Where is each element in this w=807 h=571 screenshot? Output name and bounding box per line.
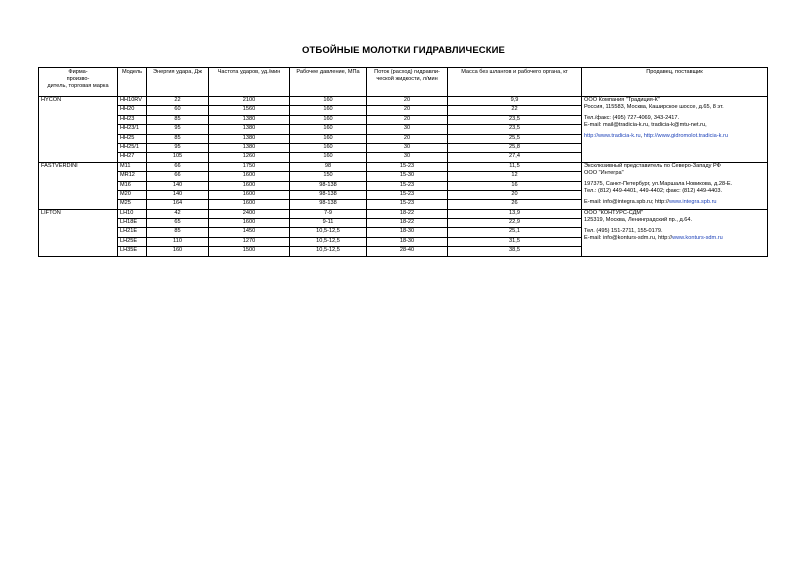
energy-cell: 22 xyxy=(147,97,209,106)
pressure-cell: 98 xyxy=(290,162,367,171)
frequency-cell: 1450 xyxy=(209,228,290,237)
supplier-link[interactable]: www.integra.spb.ru xyxy=(668,198,717,205)
flow-cell: 30 xyxy=(367,143,448,152)
mass-cell: 22 xyxy=(448,106,582,115)
model-cell: HH23/1 xyxy=(118,125,147,134)
frequency-cell: 1600 xyxy=(209,219,290,228)
header-energy: Энергия удара, Дж xyxy=(147,68,209,97)
flow-cell: 15-23 xyxy=(367,200,448,209)
pressure-cell: 160 xyxy=(290,153,367,162)
header-mass: Масса без шлангов и рабочего органа, кг xyxy=(448,68,582,97)
energy-cell: 95 xyxy=(147,143,209,152)
model-cell: LH18E xyxy=(118,219,147,228)
supplier-link[interactable]: www.konturs-sdm.ru xyxy=(672,234,723,241)
mass-cell: 23,5 xyxy=(448,115,582,124)
frequency-cell: 1500 xyxy=(209,247,290,256)
flow-cell: 20 xyxy=(367,134,448,143)
model-cell: HH25/1 xyxy=(118,143,147,152)
flow-cell: 18-22 xyxy=(367,209,448,218)
flow-cell: 30 xyxy=(367,125,448,134)
energy-cell: 140 xyxy=(147,190,209,199)
mass-cell: 12 xyxy=(448,172,582,181)
header-model: Модель xyxy=(118,68,147,97)
frequency-cell: 1600 xyxy=(209,190,290,199)
frequency-cell: 1270 xyxy=(209,237,290,246)
pressure-cell: 160 xyxy=(290,125,367,134)
mass-cell: 16 xyxy=(448,181,582,190)
flow-cell: 15-23 xyxy=(367,181,448,190)
supplier-link[interactable]: http://www.gidromolot.tradicia-k.ru xyxy=(643,132,728,139)
frequency-cell: 2400 xyxy=(209,209,290,218)
frequency-cell: 1600 xyxy=(209,181,290,190)
energy-cell: 42 xyxy=(147,209,209,218)
frequency-cell: 1380 xyxy=(209,115,290,124)
energy-cell: 105 xyxy=(147,153,209,162)
frequency-cell: 1380 xyxy=(209,125,290,134)
mass-cell: 27,4 xyxy=(448,153,582,162)
flow-cell: 18-30 xyxy=(367,237,448,246)
pressure-cell: 98-138 xyxy=(290,200,367,209)
table-row xyxy=(39,97,768,106)
mass-cell: 25,8 xyxy=(448,143,582,152)
pressure-cell: 160 xyxy=(290,115,367,124)
model-cell: HH20 xyxy=(118,106,147,115)
energy-cell: 66 xyxy=(147,162,209,171)
flow-cell: 20 xyxy=(367,106,448,115)
header-flow: Поток (расход) гидравли- ческой жидкости, л/мин xyxy=(367,68,448,97)
mass-cell: 38,5 xyxy=(448,247,582,256)
energy-cell: 164 xyxy=(147,200,209,209)
energy-cell: 60 xyxy=(147,106,209,115)
pressure-cell: 9-11 xyxy=(290,219,367,228)
header-frequency: Частота ударов, уд./мин xyxy=(209,68,290,97)
brand-cell: LIFTON xyxy=(39,209,118,256)
header-supplier: Продавец, поставщик xyxy=(582,68,768,97)
page-title: ОТБОЙНЫЕ МОЛОТКИ ГИДРАВЛИЧЕСКИЕ xyxy=(302,45,505,56)
pressure-cell: 10,5-12,5 xyxy=(290,237,367,246)
mass-cell: 13,9 xyxy=(448,209,582,218)
flow-cell: 18-30 xyxy=(367,228,448,237)
energy-cell: 110 xyxy=(147,237,209,246)
frequency-cell: 1600 xyxy=(209,200,290,209)
model-cell: LH35E xyxy=(118,247,147,256)
energy-cell: 66 xyxy=(147,172,209,181)
pressure-cell: 160 xyxy=(290,106,367,115)
pressure-cell: 98-138 xyxy=(290,181,367,190)
model-cell: HH23 xyxy=(118,115,147,124)
flow-cell: 20 xyxy=(367,115,448,124)
flow-cell: 15-23 xyxy=(367,162,448,171)
frequency-cell: 1600 xyxy=(209,172,290,181)
energy-cell: 140 xyxy=(147,181,209,190)
model-cell: HH10RV xyxy=(118,97,147,106)
pressure-cell: 160 xyxy=(290,143,367,152)
frequency-cell: 1380 xyxy=(209,134,290,143)
supplier-cell: ООО "КОНТУРС-СДМ" 125319, Москва, Ленинградский пр., д.64. Тел. (495) 151-2711, 155-0179. E-mail: info@konturs-sdm.ru, http://www.konturs-sdm.ru xyxy=(582,209,768,256)
model-cell: M25 xyxy=(118,200,147,209)
model-cell: M20 xyxy=(118,190,147,199)
pressure-cell: 150 xyxy=(290,172,367,181)
frequency-cell: 1380 xyxy=(209,143,290,152)
mass-cell: 11,5 xyxy=(448,162,582,171)
energy-cell: 85 xyxy=(147,134,209,143)
frequency-cell: 1560 xyxy=(209,106,290,115)
table-row xyxy=(39,209,768,218)
supplier-cell: ООО Компания "Традиция-К" Россия, 115583, Москва, Каширское шоссе, д.65, 8 эт. Тел./факс: (495) 727-4069, 343-2417. E-mail: mail@tradicia-k.ru, tradicia-k@mtu-net.ru, http://www.tradicia-k.ru, http://www.gidromolot.tradicia-k.ru xyxy=(582,97,768,163)
pressure-cell: 10,5-12,5 xyxy=(290,247,367,256)
frequency-cell: 2100 xyxy=(209,97,290,106)
model-cell: MR12 xyxy=(118,172,147,181)
model-cell: LH25E xyxy=(118,237,147,246)
frequency-cell: 1750 xyxy=(209,162,290,171)
header-brand: Фирма- произво- дитель, торговая марка xyxy=(39,68,118,97)
mass-cell: 20 xyxy=(448,190,582,199)
energy-cell: 95 xyxy=(147,125,209,134)
flow-cell: 18-22 xyxy=(367,219,448,228)
model-cell: LH21E xyxy=(118,228,147,237)
flow-cell: 20 xyxy=(367,97,448,106)
supplier-link[interactable]: http://www.tradicia-k.ru xyxy=(584,132,641,139)
energy-cell: 160 xyxy=(147,247,209,256)
flow-cell: 15-23 xyxy=(367,190,448,199)
header-row xyxy=(39,68,768,97)
model-cell: M11 xyxy=(118,162,147,171)
model-cell: HH25 xyxy=(118,134,147,143)
table-row xyxy=(39,162,768,171)
flow-cell: 28-40 xyxy=(367,247,448,256)
mass-cell: 25,1 xyxy=(448,228,582,237)
flow-cell: 15-30 xyxy=(367,172,448,181)
supplier-cell: Эксклюзивный представитель по Северо-Западу РФ ООО "Интегра" 197375, Санкт-Петербург, ул.Маршала Новикова, д.28-Е. Тел.: (812) 449-4401, 449-4402; факс: (812) 449-4403. E-mail: info@integra.spb.ru; http://www.integra.spb.ru xyxy=(582,162,768,209)
model-cell: LH10 xyxy=(118,209,147,218)
brand-cell: HYCON xyxy=(39,97,118,163)
hammers-table xyxy=(38,67,768,257)
header-pressure: Рабочее давление, МПа xyxy=(290,68,367,97)
frequency-cell: 1260 xyxy=(209,153,290,162)
mass-cell: 22,9 xyxy=(448,219,582,228)
pressure-cell: 160 xyxy=(290,134,367,143)
model-cell: M16 xyxy=(118,181,147,190)
mass-cell: 23,5 xyxy=(448,125,582,134)
mass-cell: 9,9 xyxy=(448,97,582,106)
pressure-cell: 7-9 xyxy=(290,209,367,218)
model-cell: HH27 xyxy=(118,153,147,162)
pressure-cell: 10,5-12,5 xyxy=(290,228,367,237)
pressure-cell: 98-138 xyxy=(290,190,367,199)
mass-cell: 25,5 xyxy=(448,134,582,143)
brand-cell: FASTVERDINI xyxy=(39,162,118,209)
pressure-cell: 160 xyxy=(290,97,367,106)
flow-cell: 30 xyxy=(367,153,448,162)
mass-cell: 26 xyxy=(448,200,582,209)
mass-cell: 31,5 xyxy=(448,237,582,246)
energy-cell: 65 xyxy=(147,219,209,228)
energy-cell: 85 xyxy=(147,228,209,237)
energy-cell: 85 xyxy=(147,115,209,124)
